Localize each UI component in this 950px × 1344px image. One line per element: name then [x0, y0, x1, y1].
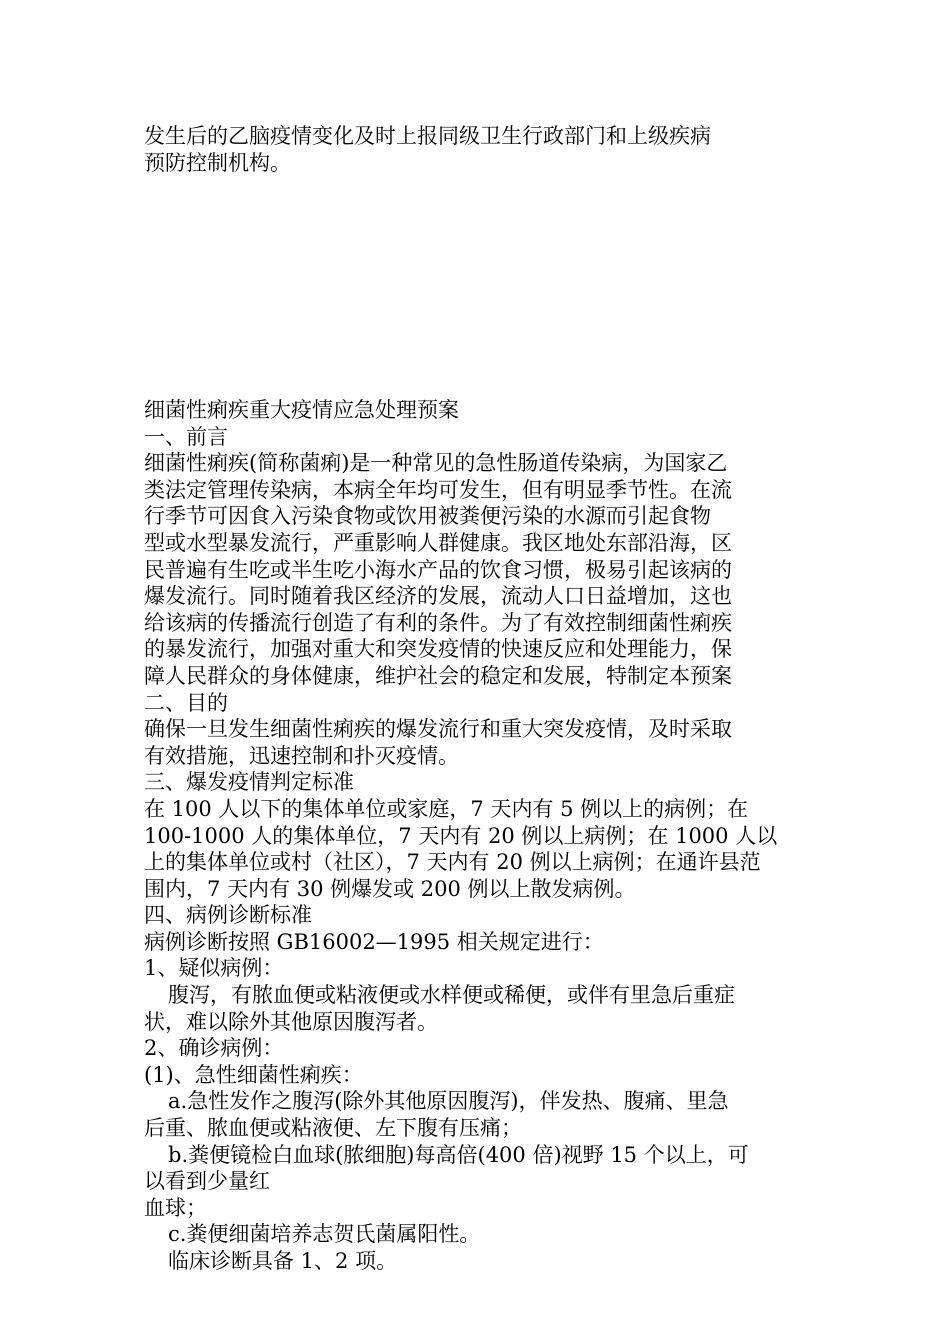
text-line: 发生后的乙脑疫情变化及时上报同级卫生行政部门和上级疾病 [144, 124, 711, 148]
text-line: 预防控制机构。 [144, 150, 291, 175]
text-line: 围内，7 天内有 30 例爆发或 200 例以上散发病例。 [144, 876, 636, 901]
plan-document [144, 397, 812, 1275]
text-line: 后重、脓血便或粘液便、左下腹有压痛； [144, 1116, 522, 1141]
section-heading-outbreak-criteria: 三、爆发疫情判定标准 [144, 770, 354, 795]
text-line: 给该病的传播流行创造了有利的条件。为了有效控制细菌性痢疾 [144, 610, 732, 635]
text-line: 在 100 人以下的集体单位或家庭，7 天内有 5 例以上的病例；在 [144, 796, 749, 821]
text-line: 血球； [144, 1195, 207, 1220]
continued-paragraph [144, 123, 812, 176]
subheading-suspected: 1、疑似病例： [144, 956, 284, 981]
text-line: 腹泻，有脓血便或粘液便或水样便或稀便，或伴有里急后重症 [168, 983, 735, 1008]
section-heading-preface: 一、前言 [144, 424, 228, 449]
text-line: 类法定管理传染病，本病全年均可发生，但有明显季节性。在流 [144, 477, 732, 502]
text-line: 上的集体单位或村（社区），7 天内有 20 例以上病例；在通许县范 [144, 850, 761, 875]
section-heading-diagnosis-criteria: 四、病例诊断标准 [144, 903, 312, 928]
text-line: 细菌性痢疾(简称菌痢)是一种常见的急性肠道传染病，为国家乙 [144, 451, 728, 476]
text-line: 的暴发流行，加强对重大和突发疫情的快速反应和处理能力，保 [144, 637, 732, 662]
text-line: 状，难以除外其他原因腹泻者。 [144, 1009, 438, 1034]
document-title: 细菌性痢疾重大疫情应急处理预案 [144, 398, 459, 422]
section-heading-purpose: 二、目的 [144, 690, 228, 715]
text-line: 障人民群众的身体健康，维护社会的稳定和发展，特制定本预案 [144, 663, 732, 688]
subheading-confirmed: 2、确诊病例： [144, 1036, 284, 1061]
text-line: 以看到少量红 [144, 1169, 270, 1194]
text-line: 有效措施，迅速控制和扑灭疫情。 [144, 743, 459, 768]
text-line: 行季节可因食入污染食物或饮用被粪便污染的水源而引起食物 [144, 504, 711, 529]
list-item-b: b.粪便镜检白血球(脓细胞)每高倍(400 倍)视野 15 个以上，可 [168, 1142, 749, 1167]
text-line: 确保一旦发生细菌性痢疾的爆发流行和重大突发疫情，及时采取 [144, 717, 732, 742]
clinical-note: 临床诊断具备 1、2 项。 [168, 1249, 398, 1273]
list-item-a: a.急性发作之腹泻(除外其他原因腹泻)，伴发热、腹痛、里急 [168, 1089, 729, 1114]
list-item-c: c.粪便细菌培养志贺氏菌属阳性。 [168, 1222, 481, 1247]
text-line: 爆发流行。同时随着我区经济的发展，流动人口日益增加，这也 [144, 584, 732, 609]
subheading-acute: (1)、急性细菌性痢疾： [144, 1062, 363, 1087]
text-line: 病例诊断按照 GB16002—1995 相关规定进行： [144, 929, 604, 954]
text-line: 100-1000 人的集体单位，7 天内有 20 例以上病例；在 1000 人以 [144, 823, 778, 848]
text-line: 民普遍有生吃或半生吃小海水产品的饮食习惯，极易引起该病的 [144, 557, 732, 582]
text-line: 型或水型暴发流行，严重影响人群健康。我区地处东部沿海，区 [144, 530, 732, 555]
